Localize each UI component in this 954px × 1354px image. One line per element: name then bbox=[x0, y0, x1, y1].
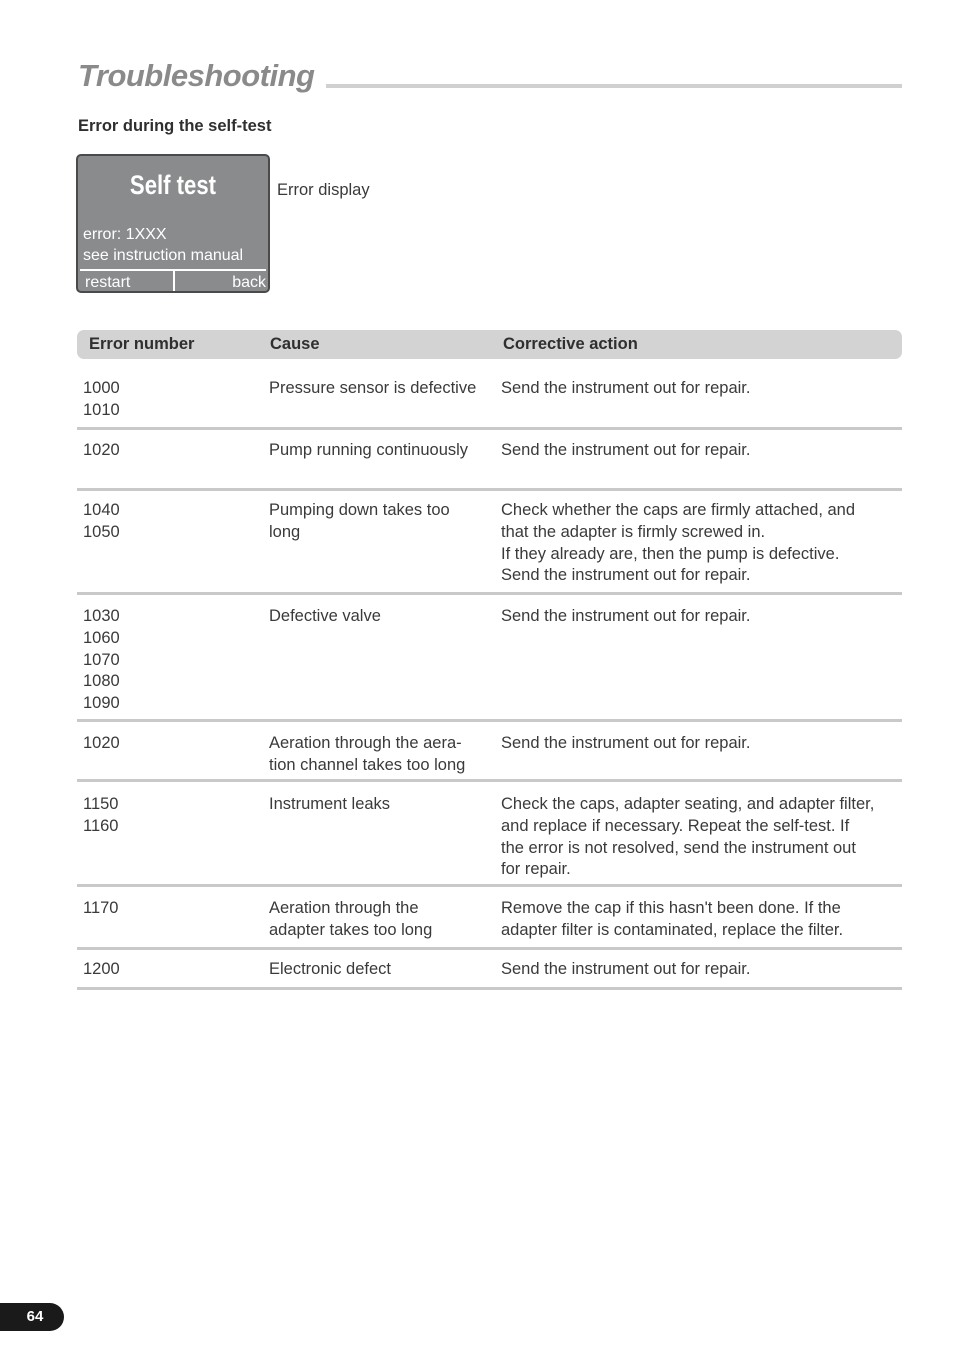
action-cell bbox=[501, 440, 906, 462]
cause-cell bbox=[269, 378, 494, 400]
error-number-cell-line: 1150 bbox=[83, 795, 119, 813]
error-number-cell bbox=[83, 606, 253, 715]
cause-cell bbox=[269, 606, 494, 628]
action-cell-line: Send the instrument out for repair. bbox=[501, 960, 751, 978]
error-number-cell bbox=[83, 500, 253, 544]
table-row bbox=[77, 378, 902, 430]
error-number-cell bbox=[83, 898, 253, 920]
action-cell-line: Check whether the caps are firmly attached, and bbox=[501, 501, 856, 519]
action-cell-line: that the adapter is firmly screwed in. bbox=[501, 522, 766, 541]
action-cell bbox=[501, 959, 906, 981]
error-number-cell-line: 1020 bbox=[83, 441, 120, 459]
cause-cell-line: Pumping down takes too bbox=[269, 501, 450, 519]
table-row bbox=[77, 733, 902, 782]
action-cell-line: Check the caps, adapter seating, and adapter filter, bbox=[501, 795, 875, 813]
action-cell-line: Send the instrument out for repair. bbox=[501, 734, 751, 752]
cause-cell-line: Pump running continuously bbox=[269, 441, 469, 459]
section-heading: Error during the self-test bbox=[78, 117, 272, 135]
error-number-cell-line: 1060 bbox=[83, 628, 120, 647]
display-caption: Error display bbox=[277, 181, 370, 199]
cause-cell-line: Pressure sensor is defective bbox=[269, 379, 477, 397]
cause-cell bbox=[269, 440, 494, 462]
table-row bbox=[77, 794, 902, 887]
action-cell bbox=[501, 898, 906, 942]
display-instruction-line: see instruction manual bbox=[83, 247, 244, 264]
cause-cell-line: Aeration through the aera- bbox=[269, 734, 462, 752]
error-number-cell-line: 1170 bbox=[83, 899, 119, 917]
table-row bbox=[77, 500, 902, 595]
cause-cell-line: Defective valve bbox=[269, 607, 381, 625]
table-row bbox=[77, 898, 902, 950]
cause-cell bbox=[269, 898, 494, 942]
error-number-cell-line: 1020 bbox=[83, 734, 120, 752]
action-cell-line: Send the instrument out for repair. bbox=[501, 441, 751, 459]
error-number-cell bbox=[83, 959, 253, 981]
header-error-number: Error number bbox=[89, 335, 195, 353]
action-cell-line: the error is not resolved, send the instrument out bbox=[501, 838, 856, 857]
error-number-cell-line: 1030 bbox=[83, 607, 120, 625]
action-cell-line: adapter filter is contaminated, replace the filter. bbox=[501, 920, 844, 939]
error-number-cell-line: 1200 bbox=[83, 960, 120, 978]
table-row bbox=[77, 440, 902, 491]
title-rule bbox=[326, 84, 902, 88]
cause-cell-line: Aeration through the bbox=[269, 899, 419, 917]
action-cell-line: If they already are, then the pump is defective. bbox=[501, 544, 840, 563]
action-cell bbox=[501, 378, 906, 400]
display-button-divider bbox=[173, 271, 175, 293]
table-header bbox=[77, 330, 902, 359]
cause-cell-line: Electronic defect bbox=[269, 960, 391, 978]
action-cell bbox=[501, 606, 906, 628]
page-number: 64 bbox=[26, 1308, 44, 1325]
action-cell-line: Send the instrument out for repair. bbox=[501, 607, 751, 625]
display-error-line: error: 1XXX bbox=[83, 226, 167, 243]
action-cell-line: and replace if necessary. Repeat the self-test. If bbox=[501, 816, 850, 835]
page-title: Troubleshooting bbox=[78, 58, 315, 93]
error-number-cell-line: 1040 bbox=[83, 501, 120, 519]
error-number-cell-line: 1080 bbox=[83, 672, 120, 691]
action-cell bbox=[501, 794, 906, 881]
action-cell-line: for repair. bbox=[501, 860, 571, 879]
cause-cell-line: Instrument leaks bbox=[269, 795, 391, 813]
cause-cell-line: tion channel takes too long bbox=[269, 755, 466, 774]
error-number-cell bbox=[83, 794, 253, 838]
error-number-cell-line: 1160 bbox=[83, 816, 119, 835]
error-number-cell-line: 1090 bbox=[83, 694, 120, 713]
error-number-cell-line: 1050 bbox=[83, 522, 120, 541]
error-number-cell bbox=[83, 733, 253, 755]
header-corrective-action: Corrective action bbox=[503, 335, 638, 353]
action-cell-line: Send the instrument out for repair. bbox=[501, 566, 751, 585]
self-test-display bbox=[76, 154, 270, 293]
cause-cell bbox=[269, 500, 494, 544]
cause-cell bbox=[269, 794, 494, 816]
display-title: Self test bbox=[129, 170, 217, 200]
action-cell-line: Send the instrument out for repair. bbox=[501, 379, 751, 397]
restart-button[interactable]: restart bbox=[85, 274, 131, 291]
error-number-cell-line: 1070 bbox=[83, 650, 120, 669]
action-cell-line: Remove the cap if this hasn't been done. If the bbox=[501, 899, 841, 917]
cause-cell-line: long bbox=[269, 522, 301, 541]
table-row bbox=[77, 959, 902, 990]
cause-cell-line: adapter takes too long bbox=[269, 920, 433, 939]
back-button[interactable]: back bbox=[232, 274, 266, 291]
action-cell bbox=[501, 733, 906, 755]
table-row bbox=[77, 606, 902, 722]
error-number-cell bbox=[83, 440, 253, 462]
action-cell bbox=[501, 500, 906, 587]
cause-cell bbox=[269, 733, 494, 777]
header-cause: Cause bbox=[270, 335, 320, 353]
cause-cell bbox=[269, 959, 494, 981]
error-number-cell-line: 1000 bbox=[83, 379, 120, 397]
error-number-cell bbox=[83, 378, 253, 422]
page-number-tab bbox=[0, 1303, 64, 1331]
error-number-cell-line: 1010 bbox=[83, 400, 120, 419]
